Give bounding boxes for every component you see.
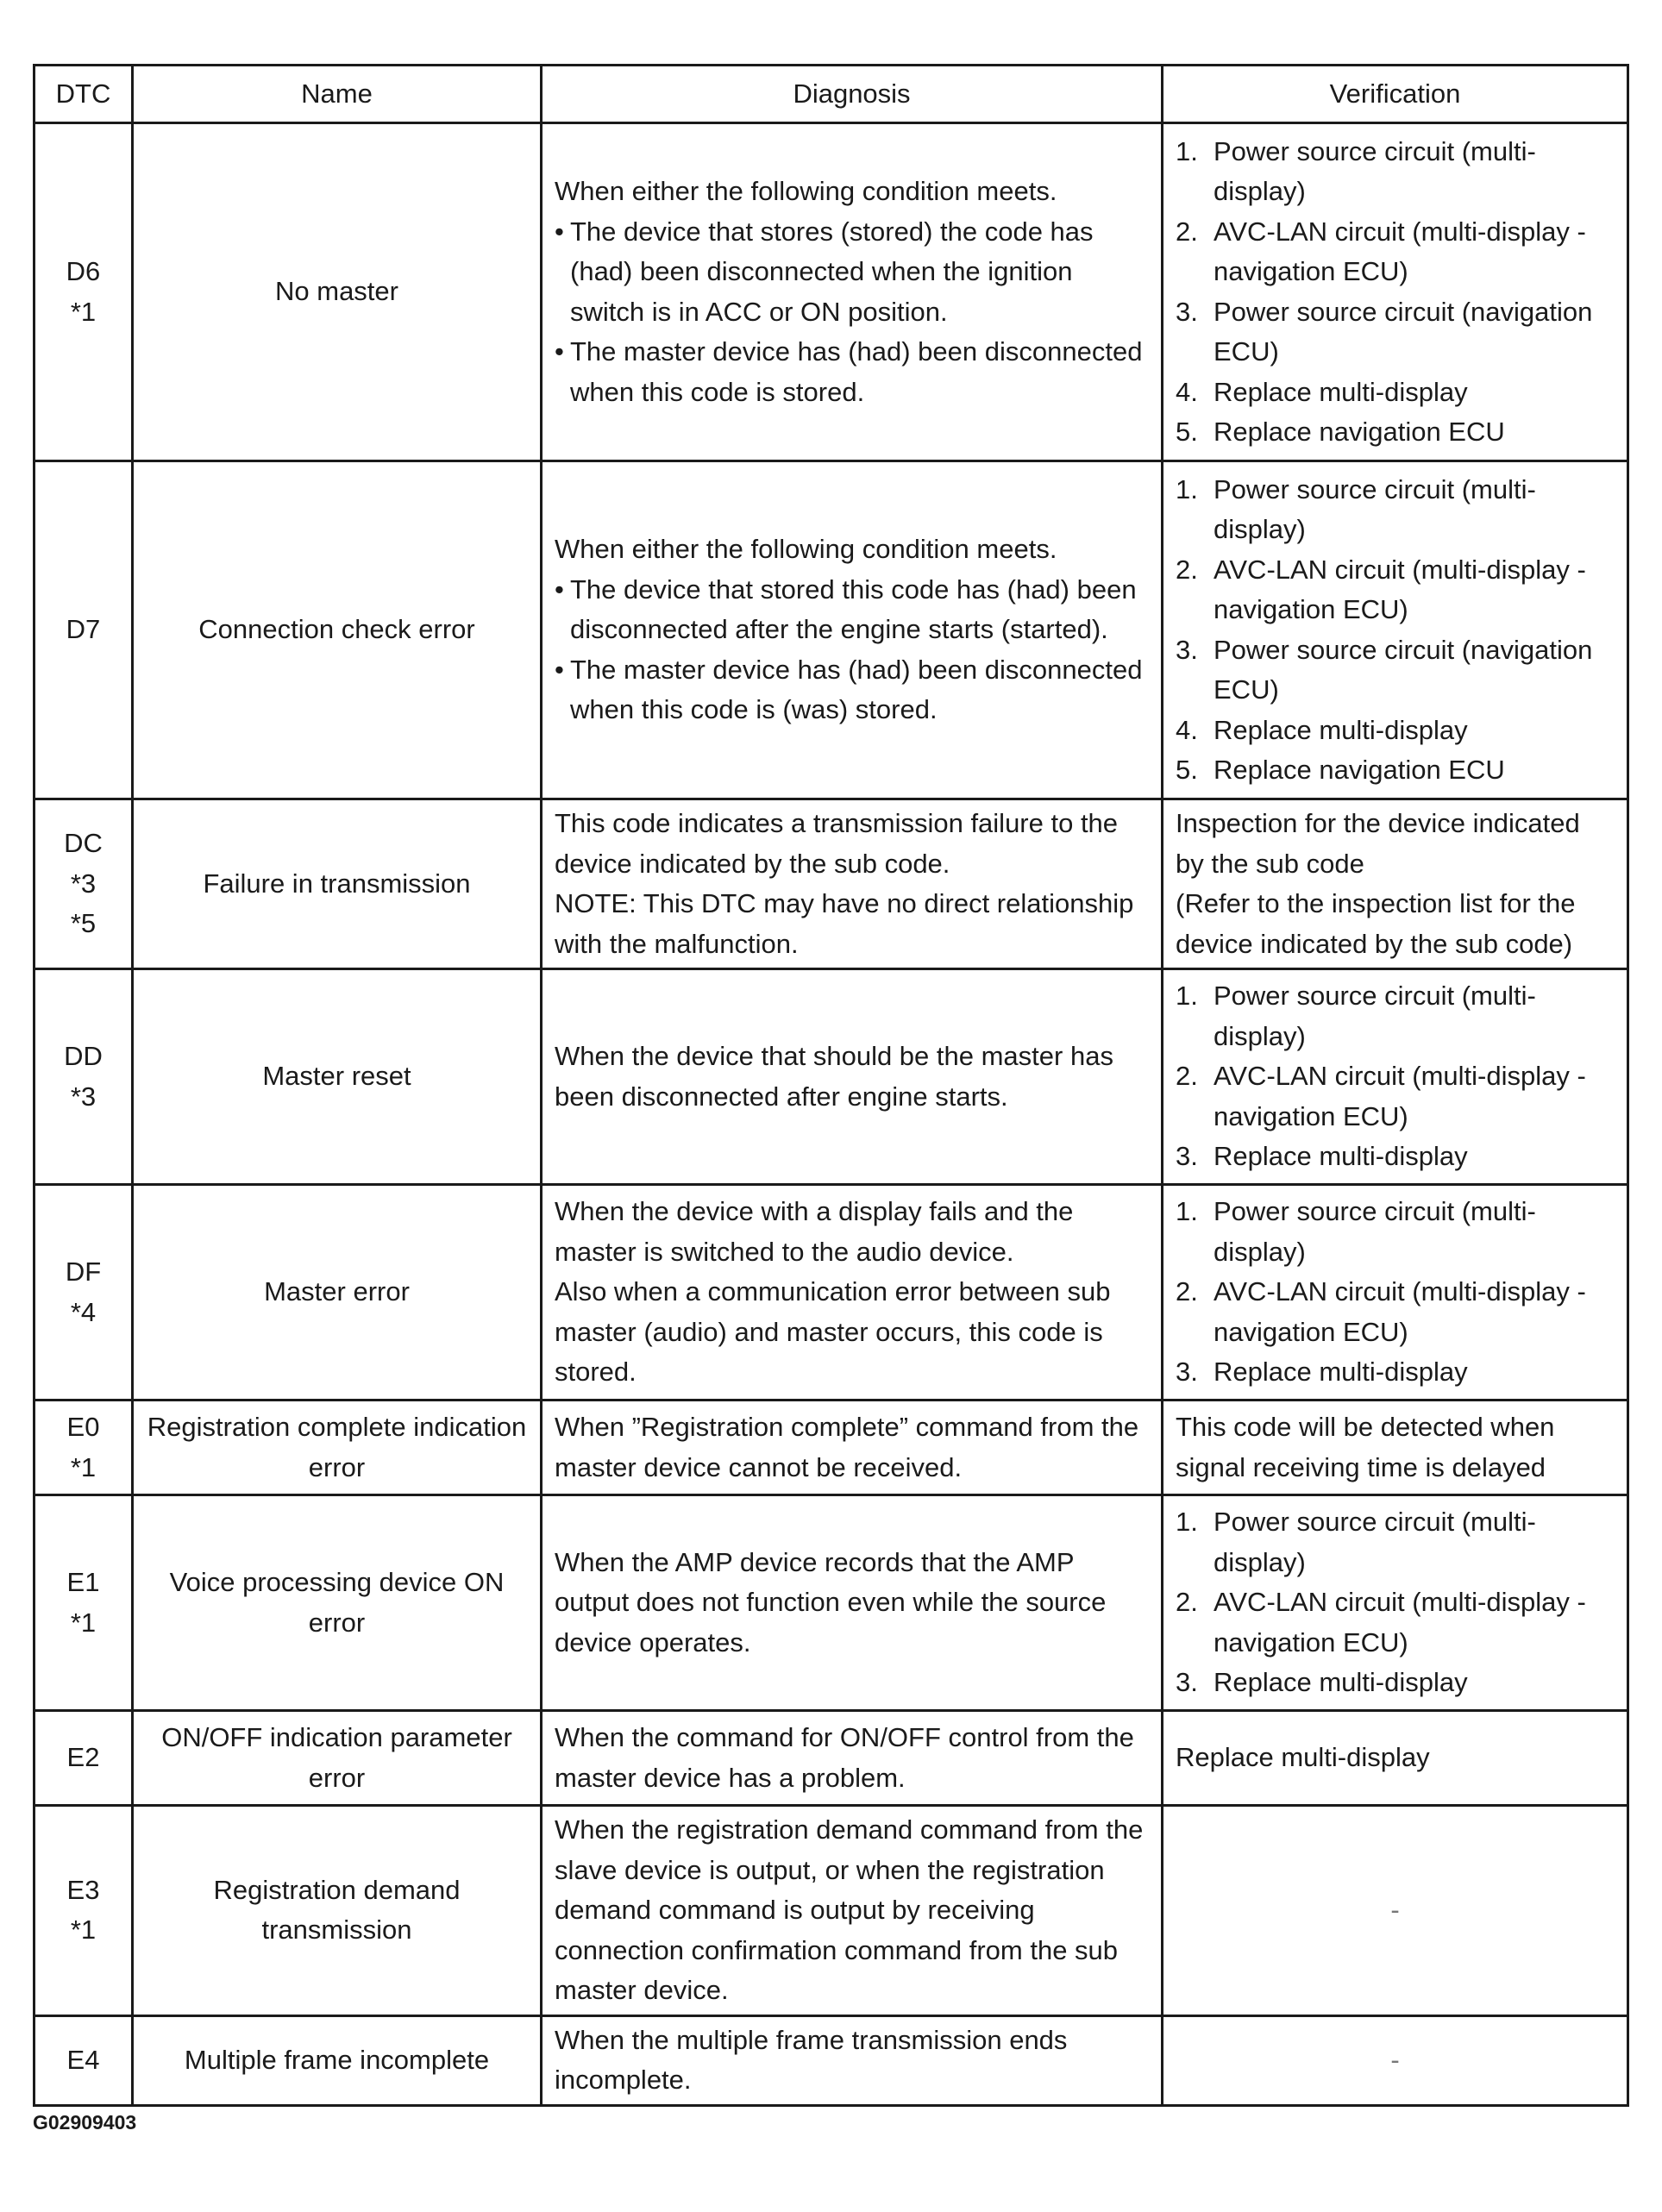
table-row	[34, 1495, 1628, 1711]
verification-item-text: Replace multi-display	[1214, 1141, 1468, 1172]
diagnosis-cell	[542, 1185, 1163, 1401]
table-row	[34, 461, 1628, 799]
verification-item	[1176, 630, 1615, 711]
diagnosis-bullet-text: The master device has (had) been disconnected when this code is stored.	[570, 336, 1143, 407]
name-cell: Master error	[133, 1185, 542, 1401]
verification-cell	[1163, 799, 1628, 969]
header-dtc: DTC	[34, 66, 133, 123]
verification-item-number: 5.	[1176, 417, 1198, 447]
verification-item	[1176, 470, 1615, 550]
verification-item-number: 3.	[1176, 1357, 1198, 1388]
diagnosis-note: Also when a communication error between sub master (audio) and master occurs, this code is stored.	[555, 1276, 1111, 1388]
dtc-cell	[34, 461, 133, 799]
dtc-cell	[34, 1711, 133, 1806]
verification-cell	[1163, 1711, 1628, 1806]
verification-item-number: 2.	[1176, 1061, 1198, 1092]
diagnosis-text: When the registration demand command from the slave device is output, or when the registration demand command is output by receiving connection confirmation command from the sub master device.	[555, 1814, 1144, 2005]
verification-item-number: 2.	[1176, 216, 1198, 247]
name-cell: Failure in transmission	[133, 799, 542, 969]
dtc-code-line: *5	[70, 908, 97, 939]
dtc-code-line: E1	[66, 1567, 100, 1597]
bullet-dot: •	[555, 336, 564, 367]
verification-item	[1176, 976, 1615, 1056]
diagnosis-cell	[542, 1711, 1163, 1806]
diagnosis-cell	[542, 969, 1163, 1185]
table-row	[34, 123, 1628, 461]
verification-item-number: 1.	[1176, 1196, 1198, 1227]
verification-dash: -	[1390, 2044, 1400, 2075]
table-row	[34, 1401, 1628, 1495]
diagnosis-intro: When either the following condition meets.	[555, 534, 1057, 565]
verification-item	[1176, 412, 1615, 453]
diagnosis-note: NOTE: This DTC may have no direct relationship with the malfunction.	[555, 888, 1134, 959]
name-cell: Registration complete indication error	[133, 1401, 542, 1495]
verification-item-text: Replace multi-display	[1214, 1357, 1468, 1388]
dtc-code-line: DC	[64, 828, 103, 859]
dtc-cell	[34, 799, 133, 969]
verification-item-number: 2.	[1176, 1276, 1198, 1307]
bullet-dot: •	[555, 216, 564, 247]
name-cell: Master reset	[133, 969, 542, 1185]
verification-item-number: 2.	[1176, 1587, 1198, 1618]
dtc-cell	[34, 1495, 133, 1711]
diagnosis-cell	[542, 123, 1163, 461]
verification-item-text: Power source circuit (multi-display)	[1214, 473, 1536, 544]
verification-item-text: AVC-LAN circuit (multi-display - navigation ECU)	[1214, 1276, 1586, 1347]
dtc-code-line: E4	[66, 2044, 100, 2075]
verification-item	[1176, 750, 1615, 791]
name-cell: No master	[133, 123, 542, 461]
verification-list	[1176, 470, 1615, 791]
verification-cell	[1163, 1401, 1628, 1495]
diagnosis-bullet	[555, 650, 1149, 730]
dtc-table	[33, 64, 1629, 2107]
verification-item-text: Replace multi-display	[1214, 714, 1468, 745]
name-cell: Voice processing device ON error	[133, 1495, 542, 1711]
dtc-code-line: E0	[66, 1412, 100, 1442]
verification-item	[1176, 132, 1615, 212]
dtc-code-line: *1	[70, 1607, 97, 1638]
header-diagnosis: Diagnosis	[542, 66, 1163, 123]
verification-item-number: 3.	[1176, 634, 1198, 665]
verification-item	[1176, 373, 1615, 413]
diagnosis-text: This code indicates a transmission failure to the device indicated by the sub code.	[555, 808, 1119, 879]
dtc-code-line: *1	[70, 1451, 97, 1482]
table-row	[34, 1806, 1628, 2016]
verification-item-text: AVC-LAN circuit (multi-display - navigation ECU)	[1214, 1587, 1586, 1657]
diagnosis-bullet	[555, 332, 1149, 412]
diagnosis-cell	[542, 461, 1163, 799]
dtc-cell	[34, 1401, 133, 1495]
verification-text: Replace multi-display	[1176, 1742, 1430, 1773]
dtc-code-line: D6	[66, 256, 101, 286]
diagnosis-cell	[542, 2015, 1163, 2105]
dtc-code-line: *3	[70, 868, 97, 899]
diagnosis-text: When ”Registration complete” command from the master device cannot be received.	[555, 1412, 1139, 1482]
dtc-code-line: *4	[70, 1296, 97, 1327]
diagnosis-bullet	[555, 570, 1149, 650]
dtc-code-line: DD	[64, 1041, 103, 1071]
dtc-code-line: *1	[70, 296, 97, 327]
diagnosis-bullet-text: The master device has (had) been disconnected when this code is (was) stored.	[570, 654, 1143, 725]
verification-item-text: Power source circuit (multi-display)	[1214, 981, 1536, 1051]
name-cell: Registration demand transmission	[133, 1806, 542, 2016]
verification-cell	[1163, 2015, 1628, 2105]
dtc-cell	[34, 2015, 133, 2105]
verification-list	[1176, 976, 1615, 1177]
verification-cell	[1163, 1185, 1628, 1401]
verification-item-number: 3.	[1176, 1141, 1198, 1172]
dtc-code-line: DF	[65, 1256, 102, 1287]
verification-item-text: AVC-LAN circuit (multi-display - navigation ECU)	[1214, 554, 1586, 624]
verification-item-number: 2.	[1176, 554, 1198, 585]
verification-cell	[1163, 461, 1628, 799]
diagnosis-bullet	[555, 212, 1149, 333]
verification-item	[1176, 1192, 1615, 1272]
name-cell: ON/OFF indication parameter error	[133, 1711, 542, 1806]
dtc-cell	[34, 969, 133, 1185]
verification-item-text: Power source circuit (navigation ECU)	[1214, 634, 1593, 705]
verification-item-text: Power source circuit (multi-display)	[1214, 1196, 1536, 1267]
table-row	[34, 969, 1628, 1185]
diagnosis-text: When the device that should be the master has been disconnected after engine starts.	[555, 1041, 1113, 1112]
verification-item-text: Power source circuit (multi-display)	[1214, 1507, 1536, 1577]
verification-item	[1176, 1056, 1615, 1137]
verification-item	[1176, 212, 1615, 292]
verification-item	[1176, 1582, 1615, 1663]
dtc-code-line: *3	[70, 1081, 97, 1112]
table-row	[34, 2015, 1628, 2105]
verification-text: This code will be detected when signal receiving time is delayed	[1176, 1412, 1555, 1482]
name-cell: Multiple frame incomplete	[133, 2015, 542, 2105]
verification-item-number: 1.	[1176, 981, 1198, 1012]
diagnosis-text: When the device with a display fails and the master is switched to the audio device.	[555, 1196, 1074, 1267]
diagnosis-text: When the command for ON/OFF control from the master device has a problem.	[555, 1722, 1134, 1793]
dtc-code-line: E3	[66, 1874, 100, 1905]
verification-item	[1176, 550, 1615, 630]
verification-item	[1176, 1663, 1615, 1703]
verification-cell	[1163, 1495, 1628, 1711]
diagnosis-cell	[542, 1495, 1163, 1711]
header-name: Name	[133, 66, 542, 123]
verification-cell	[1163, 123, 1628, 461]
verification-cell	[1163, 1806, 1628, 2016]
verification-item-text: Replace navigation ECU	[1214, 755, 1505, 785]
verification-item-number: 1.	[1176, 473, 1198, 504]
verification-item	[1176, 1502, 1615, 1582]
verification-item-number: 4.	[1176, 376, 1198, 407]
diagnosis-text: When the AMP device records that the AMP output does not function even while the source device operates.	[555, 1546, 1107, 1657]
verification-item	[1176, 1137, 1615, 1177]
table-row	[34, 1711, 1628, 1806]
verification-item-number: 3.	[1176, 1667, 1198, 1698]
header-verification: Verification	[1163, 66, 1628, 123]
verification-item-text: Replace multi-display	[1214, 1667, 1468, 1698]
dtc-code-line: E2	[66, 1742, 100, 1773]
verification-item	[1176, 292, 1615, 373]
table-row	[34, 1185, 1628, 1401]
verification-dash: -	[1390, 1895, 1400, 1925]
diagnosis-cell	[542, 1401, 1163, 1495]
name-cell: Connection check error	[133, 461, 542, 799]
bullet-dot: •	[555, 654, 564, 685]
diagnosis-cell	[542, 1806, 1163, 2016]
verification-item-text: Replace navigation ECU	[1214, 417, 1505, 447]
verification-item-text: AVC-LAN circuit (multi-display - navigation ECU)	[1214, 1061, 1586, 1131]
verification-list	[1176, 1192, 1615, 1393]
verification-item	[1176, 711, 1615, 751]
dtc-cell	[34, 1185, 133, 1401]
figure-id: G02909403	[33, 2111, 137, 2134]
diagnosis-cell	[542, 799, 1163, 969]
verification-item-text: Power source circuit (navigation ECU)	[1214, 296, 1593, 367]
bullet-dot: •	[555, 573, 564, 605]
verification-item-number: 5.	[1176, 755, 1198, 785]
verification-item-text: Power source circuit (multi-display)	[1214, 135, 1536, 206]
diagnosis-bullet-text: The device that stores (stored) the code has (had) been disconnected when the ignition switch is in ACC or ON position.	[570, 216, 1094, 327]
verification-cell	[1163, 969, 1628, 1185]
dtc-code-line: D7	[66, 614, 101, 645]
verification-item-text: AVC-LAN circuit (multi-display - navigation ECU)	[1214, 216, 1586, 286]
verification-item-number: 1.	[1176, 1507, 1198, 1538]
diagnosis-bullet-text: The device that stored this code has (had) been disconnected after the engine starts (started).	[570, 573, 1137, 645]
diagnosis-text: When the multiple frame transmission ends incomplete.	[555, 2024, 1068, 2095]
verification-text: Inspection for the device indicated by the sub code	[1176, 808, 1580, 879]
dtc-cell	[34, 123, 133, 461]
header-row	[34, 66, 1628, 123]
dtc-code-line: *1	[70, 1914, 97, 1946]
verification-note: (Refer to the inspection list for the device indicated by the sub code)	[1176, 888, 1576, 959]
verification-item-number: 3.	[1176, 296, 1198, 327]
verification-item	[1176, 1352, 1615, 1393]
verification-item-number: 4.	[1176, 714, 1198, 745]
table-row	[34, 799, 1628, 969]
verification-item-text: Replace multi-display	[1214, 376, 1468, 407]
diagnosis-intro: When either the following condition meets.	[555, 176, 1057, 206]
verification-item	[1176, 1272, 1615, 1352]
verification-list	[1176, 132, 1615, 453]
verification-item-number: 1.	[1176, 135, 1198, 166]
dtc-cell	[34, 1806, 133, 2016]
verification-list	[1176, 1502, 1615, 1703]
